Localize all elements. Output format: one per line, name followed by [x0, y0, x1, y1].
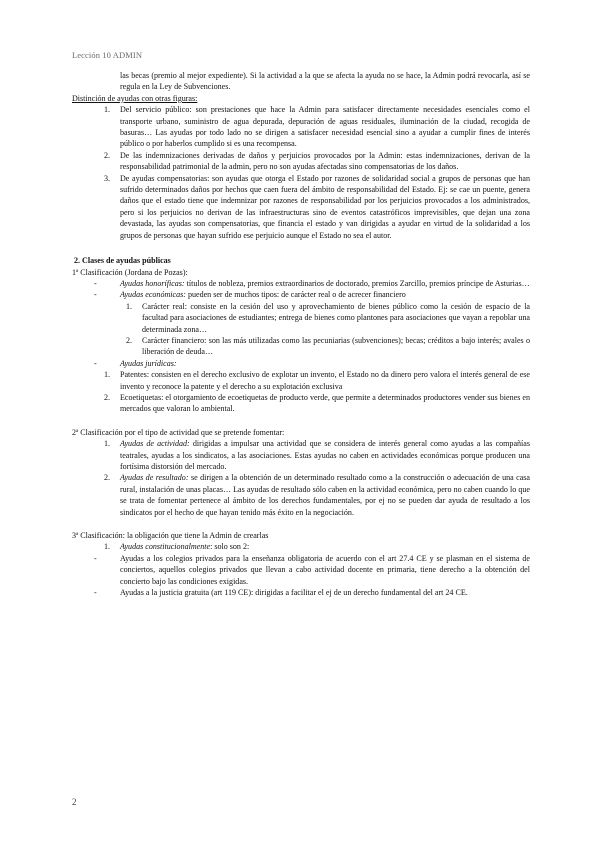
list-item-text: Patentes: consisten en el derecho exclusivo de explotar un invento, el Estado no da dinero pero valora el interés general de ese invento y reconoce la patente y el derecho a su explotación exclusiva — [120, 370, 530, 391]
classification-1-list — [72, 278, 530, 301]
term-label: Ayudas de resultado: — [120, 473, 189, 483]
term-text: dirigidas a impulsar una actividad que se considera de interés general como ayudas a las compañías teatrales, ayudas a los sindicatos, a las asociaciones. Estas ayudas no caben en actividades económicas porque producen una fortísima distorsión del mercado. — [120, 439, 530, 471]
juridicas-list — [72, 358, 530, 369]
list-number: 2. — [103, 392, 110, 402]
intro-paragraph: las becas (premio al mejor expediente). Si la actividad a la que se afecta la ayuda no se hace, la Admin podrá revocarla, así se regula en la Ley de Subvenciones. — [120, 71, 530, 92]
classification-3-list — [72, 541, 530, 552]
classification-2-heading: 2ª Clasificación por el tipo de actividad que se pretende fomentar: — [72, 427, 285, 437]
list-item — [72, 173, 530, 241]
list-number: 1. — [103, 370, 110, 380]
term-label: Ayudas de actividad: — [120, 439, 190, 449]
list-item — [72, 104, 530, 150]
economic-types-list — [72, 301, 530, 358]
list-item — [72, 392, 530, 415]
term-text: títulos de nobleza, premios extraordinarios de doctorado, premios Zarcillo, premios príncipe de Asturias… — [184, 278, 530, 288]
list-number: 2. — [103, 473, 110, 483]
list-item — [72, 438, 530, 472]
document-body — [72, 70, 530, 598]
distinction-heading — [72, 93, 530, 104]
list-item-text: Ayudas a los colegios privados para la enseñanza obligatoria de acuerdo con el art 27.4 CE y se plasman en el sistema de conciertos, aquellos colegios privados que llevan a cabo actividad docente en primaria, tiene derecho a la obtención del concierto bajo las condiciones exigidas. — [120, 553, 530, 586]
term-text: pueden ser de muchos tipos: de carácter real o de acrecer financiero — [185, 290, 406, 300]
list-item — [72, 472, 530, 518]
dash-bullet: - — [94, 553, 97, 563]
term-label: Ayudas jurídicas: — [120, 358, 177, 368]
term-label: Ayudas económicas: — [120, 290, 186, 300]
term-text: : solo son 2: — [210, 542, 250, 552]
list-number: 2. — [103, 150, 110, 160]
list-item — [72, 358, 530, 369]
list-number: 2. — [125, 335, 132, 345]
list-item — [72, 369, 530, 392]
list-item-text: De las indemnizaciones derivadas de daños y perjuicios provocados por la Admin: estas indemnizaciones, derivan de la responsabilidad patrimonial de la admin, pero no son ayudas afectadas sino compensatorias de los daños. — [120, 150, 530, 172]
dash-bullet: - — [94, 290, 97, 300]
dash-bullet: - — [94, 278, 97, 288]
list-number: 3. — [103, 173, 110, 183]
juridicas-items — [72, 369, 530, 415]
list-item — [72, 335, 530, 358]
list-item-text: Ecoetiquetas: el otorgamiento de ecoetiquetas de producto verde, que permite a determinados productores vender sus bienes en mercados que valoran lo ambiental. — [120, 392, 530, 414]
dash-bullet: - — [94, 588, 97, 598]
list-item-text: De ayudas compensatorias: son ayudas que otorga el Estado por razones de solidaridad social a grupos de personas que han sufrido determinados daños por hechos que caen fuera del ámbito de responsabilidad del Estado. Ej: se cae un puente, genera daños que el estado tiene que indemnizar por razones de responsabilidad por los perjuicios provocados a los administrados, pero si los perjuicios no derivan de las infraestructuras sino de eventos catastróficos imprevisibles, que dejan una zona devastada, las ayudas son compensatorias, que financia el estado y van dirigidas a ayudar en virtud de la solidaridad a los grupos de personas que hayan sufrido ese perjuicio aunque el Estado no sea el autor. — [120, 173, 530, 240]
list-item-text: Del servicio público: son prestaciones que hace la Admin para satisfacer directamente necesidades esenciales como el transporte urbano, suministro de agua depurada, depuración de aguas residuales, iluminación de la ciudad, recogida de basuras… Las ayudas por todo lado no se dirigen a satisfacer necesidad esencial sino a ayudar a cumplir fines de interés público o por haberlos cumplido si es una recompensa. — [120, 105, 530, 149]
list-item — [72, 553, 530, 587]
classification-3-heading: 3ª Clasificación: la obligación que tiene la Admin de crearlas — [72, 531, 269, 541]
classification-3-dash-list — [72, 553, 530, 599]
list-item — [72, 150, 530, 173]
list-number: 1. — [103, 439, 110, 449]
list-number: 1. — [103, 542, 110, 552]
list-number: 1. — [103, 105, 110, 115]
list-item — [72, 587, 530, 598]
dash-bullet: - — [94, 358, 97, 368]
term-text: se dirigen a la obtención de un determinado resultado como a la construcción o adecuación de una casa rural, instalación de unas placas… Las ayudas de resultado sólo caben en la actividad económica, pero no caben cuando lo que se trata de fomentar pertenece al ámbito de los derechos fundamentales, por ej no se pueden dar ayuda de resultado a los sindicatos por el hecho de que hayan tenido más éxito en la negociación. — [120, 473, 530, 517]
classification-2-list — [72, 438, 530, 518]
list-item-text: Ayudas a la justicia gratuita (art 119 CE): dirigidas a facilitar el ej de un derecho fundamental del art 24 CE. — [120, 588, 468, 598]
term-label: Ayudas honoríficas: — [120, 278, 185, 288]
list-item — [72, 301, 530, 335]
page-header: Lección 10 ADMIN — [72, 50, 143, 60]
list-item — [72, 289, 530, 300]
list-item-text: Carácter financiero: son las más utilizadas como las pecuniarias (subvenciones); becas; créditos a bajo interés; avales o liberación de deuda… — [142, 335, 530, 357]
list-item — [72, 278, 530, 289]
list-item-text: Carácter real: consiste en la cesión del uso y aprovechamiento de bienes público como la cesión de espacio de la facultad para asociaciones de estudiantes; entrega de bienes como plantones para asociaciones que vayan a repoblar una determinada zona… — [142, 301, 530, 334]
list-number: 1. — [125, 301, 132, 311]
page-number: 2 — [72, 797, 77, 807]
list-item — [72, 541, 530, 552]
distinction-heading-text: Distinción de ayudas con otras figuras: — [72, 93, 198, 103]
section-title: 2. Clases de ayudas públicas — [74, 256, 171, 266]
term-label: Ayudas constitucionalmente — [120, 542, 211, 552]
classification-1-heading: 1ª Clasificación (Jordana de Pozas): — [72, 267, 188, 277]
distinction-list — [72, 104, 530, 241]
